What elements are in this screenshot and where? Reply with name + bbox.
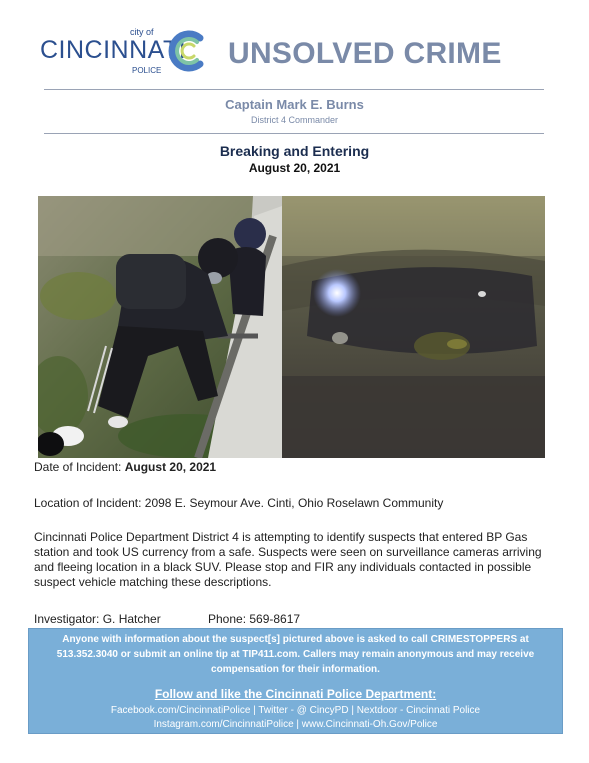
- social-links-line-1: Facebook.com/CincinnatiPolice | Twitter - @ CincyPD | Nextdoor - Cincinnati Police: [110, 705, 481, 716]
- crime-date: August 20, 2021: [248, 161, 341, 175]
- incident-location-label: Location of Incident:: [34, 496, 142, 510]
- surveillance-photo-vehicle: [282, 196, 545, 458]
- crime-type: Breaking and Entering: [219, 143, 370, 159]
- logo-city-name: CINCINNATI: [40, 36, 187, 64]
- commander-name: Captain Mark E. Burns: [225, 97, 364, 112]
- page-title: UNSOLVED CRIME: [228, 37, 502, 70]
- crimestoppers-info-box: [28, 628, 563, 734]
- incident-date-label: Date of Incident:: [34, 460, 122, 474]
- commander-role: District 4 Commander: [250, 115, 339, 125]
- divider-top: [44, 89, 544, 90]
- crimestoppers-message: Anyone with information about the suspect[s] pictured above is asked to call CRIMESTOPPERS at 513.352.3040 or submit an online tip at TIP411.com. Callers may remain anonymous and may receive compensation for their information.: [56, 634, 535, 675]
- cincinnati-police-logo: [40, 28, 210, 80]
- incident-location: [34, 496, 443, 510]
- investigator-phone: Phone: 569-8617: [208, 612, 301, 626]
- incident-date-value: August 20, 2021: [124, 460, 217, 474]
- social-links-line-2: Instagram.com/CincinnatiPolice | www.Cincinnati-Oh.Gov/Police: [153, 719, 438, 730]
- investigator: Investigator: G. Hatcher: [34, 612, 161, 626]
- incident-narrative: Cincinnati Police Department District 4 is attempting to identify suspects that entered BP Gas station and took US currency from a safe. Suspects were seen on surveillance cameras arriving and fleeing location in a black SUV. Please stop and FIR any individuals contacted in possible suspect vehicle matching these descriptions.: [34, 530, 542, 589]
- follow-heading: Follow and like the Cincinnati Police Department:: [154, 687, 437, 701]
- logo-c-icon: [164, 28, 210, 74]
- logo-police: POLICE: [132, 66, 162, 75]
- incident-location-value: 2098 E. Seymour Ave. Cinti, Ohio Roselawn Community: [144, 496, 444, 510]
- surveillance-photo-suspects: [38, 196, 282, 458]
- logo-city-of: city of: [130, 27, 154, 37]
- divider-bottom: [44, 133, 544, 134]
- incident-date: [34, 460, 216, 474]
